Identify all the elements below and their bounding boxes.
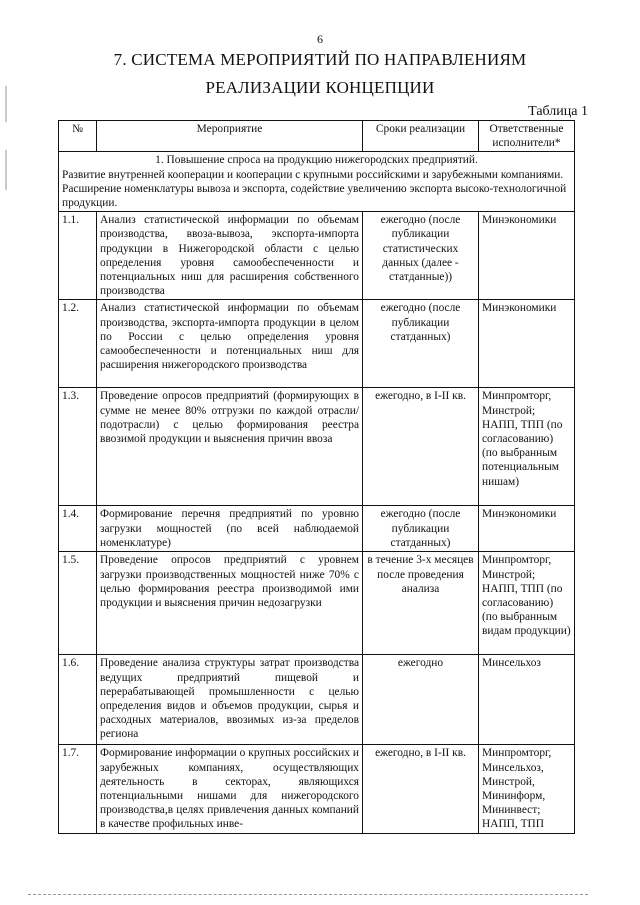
section-line-2: Развитие внутренней кооперации и кооперации с крупными российскими и зарубежными компаниями. (62, 168, 564, 181)
row-responsible: Минпромторг, Минстрой; НАПП, ТПП (по согласованию) (по выбранным потенциальным нишам) (479, 388, 575, 506)
row-num: 1.2. (59, 300, 97, 388)
table-row (59, 655, 575, 745)
page-number: 6 (317, 32, 323, 46)
section-line-3: Расширение номенклатуры вывоза и экспорта, содействие увеличению экспорта высоко-технологичной продукции. (62, 182, 567, 210)
header-responsible: Ответственные исполнители* (479, 121, 575, 152)
row-responsible: Минэкономики (479, 506, 575, 552)
table-row (59, 745, 575, 833)
row-event: Проведение опросов предприятий с уровнем загрузки производственных мощностей ниже 70% с целью формирования реестра производимой ими продукции и выяснения причин недозагрузки (97, 552, 363, 655)
row-responsible: Минсельхоз (479, 655, 575, 745)
table-row (59, 300, 575, 388)
section-title-line-2: РЕАЛИЗАЦИИ КОНЦЕПЦИИ (205, 78, 435, 97)
row-num: 1.3. (59, 388, 97, 506)
row-num: 1.6. (59, 655, 97, 745)
scan-margin-mark-bottom (5, 150, 7, 190)
row-event: Проведение анализа структуры затрат производства ведущих предприятий пищевой и перерабатывающей промышленности с целью определения видов и объемов продукции, сырья и расходных материалов, ввозимых из-за пределов региона (97, 655, 363, 745)
row-responsible: Минпромторг, Минсельхоз, Минстрой, Мининформ, Мининвест; НАПП, ТПП (479, 745, 575, 833)
table-label: Таблица 1 (528, 104, 588, 119)
table-row (59, 552, 575, 655)
row-responsible: Минэкономики (479, 212, 575, 300)
section-line-1: 1. Повышение спроса на продукцию нижегородских предприятий. (155, 154, 478, 167)
row-num: 1.7. (59, 745, 97, 833)
row-event: Формирование перечня предприятий по уровню загрузки мощностей (по всей наблюдаемой номенклатуре) (97, 506, 363, 552)
section-title-line-1: 7. СИСТЕМА МЕРОПРИЯТИЙ ПО НАПРАВЛЕНИЯМ (113, 50, 527, 69)
row-term: в течение 3-х месяцев после проведения анализа (363, 552, 479, 655)
row-term: ежегодно (после публикации статистических данных (далее - статданные)) (363, 212, 479, 300)
row-responsible: Минпромторг, Минстрой; НАПП, ТПП (по согласованию) (по выбранным видам продукции) (479, 552, 575, 655)
header-num: № (59, 121, 97, 152)
row-term: ежегодно (363, 655, 479, 745)
section-header-cell (59, 152, 575, 212)
row-event: Анализ статистической информации по объемам производства, ввоза-вывоза, экспорта-импорта продукции в Нижегородской области с целью определения уровня самообеспеченности и потенциальных ниш для расширения собственного производства (97, 212, 363, 300)
row-num: 1.4. (59, 506, 97, 552)
table-row (59, 506, 575, 552)
row-event: Проведение опросов предприятий (формирующих в сумме не менее 80% отгрузки по каждой отрасли/подотрасли) с целью формирования реестра ввозимой продукции и выяснения причин ввоза (97, 388, 363, 506)
table-row (59, 212, 575, 300)
table-header-row (59, 121, 575, 152)
header-event: Мероприятие (97, 121, 363, 152)
header-term: Сроки реализации (363, 121, 479, 152)
row-term: ежегодно (после публикации статданных) (363, 300, 479, 388)
section-header-row (59, 152, 575, 212)
row-term: ежегодно, в I-II кв. (363, 745, 479, 833)
row-event: Формирование информации о крупных российских и зарубежных компаниях, осуществляющих деятельность в секторах, являющихся потенциальными нишами для нижегородского производства,в целях привлечения данных компаний в качестве профильных инве- (97, 745, 363, 833)
row-num: 1.1. (59, 212, 97, 300)
table-row (59, 388, 575, 506)
row-term: ежегодно, в I-II кв. (363, 388, 479, 506)
row-event: Анализ статистической информации по объемам производства, экспорта-импорта продукции в целом по России с целью определения уровня самообеспеченности и потенциальных ниш для расширения нижегородского производства (97, 300, 363, 388)
measures-table (58, 120, 575, 834)
scan-bottom-edge (28, 894, 588, 895)
row-term: ежегодно (после публикации статданных) (363, 506, 479, 552)
row-num: 1.5. (59, 552, 97, 655)
row-responsible: Минэкономики (479, 300, 575, 388)
